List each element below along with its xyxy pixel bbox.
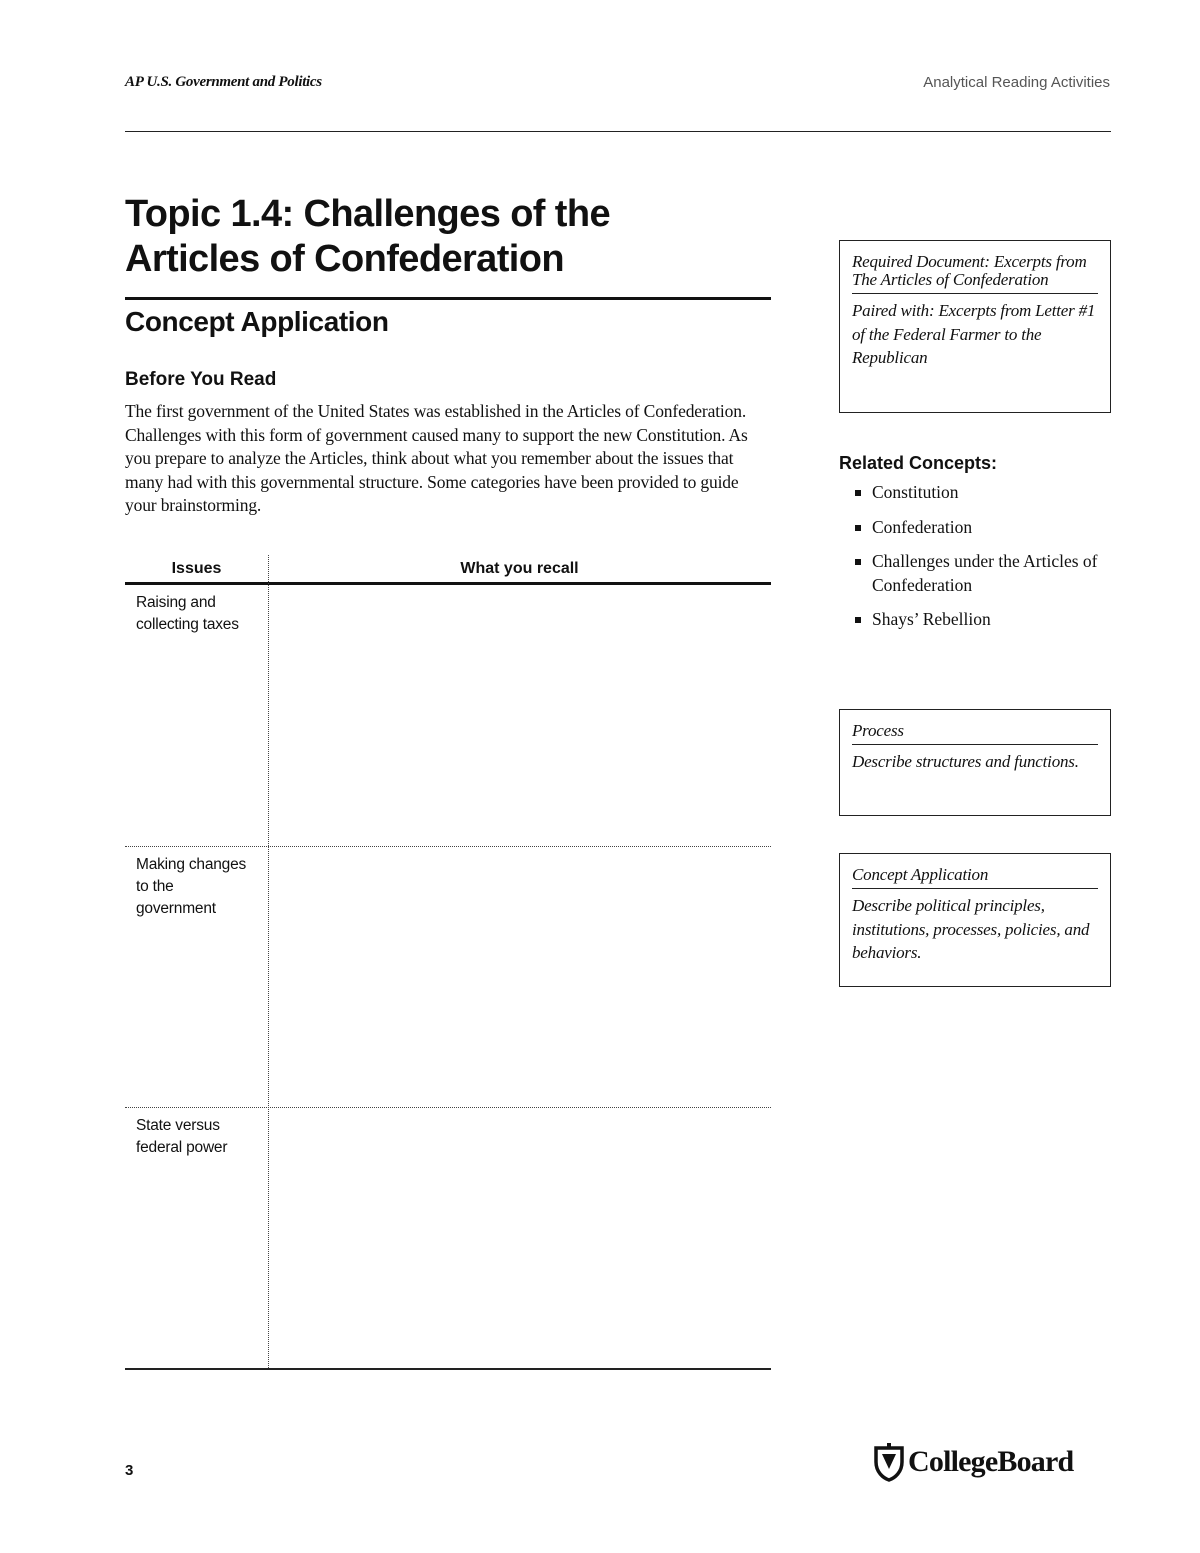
row-separator [125, 1107, 771, 1108]
bullet-icon [855, 559, 861, 565]
table-header-rule [125, 582, 771, 585]
title-divider [125, 297, 771, 300]
acorn-shield-icon [872, 1442, 906, 1482]
bullet-icon [855, 490, 861, 496]
list-item [855, 550, 1105, 597]
column-header-recall: What you recall [460, 560, 579, 577]
table-row-label: State versus federal power [136, 1117, 228, 1156]
brainstorm-table [125, 555, 771, 1370]
page-number: 3 [125, 1462, 134, 1479]
paired-with-text: Paired with: Excerpts from Letter #1 of the Federal Farmer to the Republican [852, 301, 1096, 367]
list-item [855, 516, 1105, 540]
table-row-label: Raising and collecting taxes [136, 594, 239, 633]
concept-application-text: Describe political principles, institutions, processes, policies, and behaviors. [852, 896, 1090, 962]
table-row-label: Making changes to the government [136, 856, 247, 917]
section-subtitle: Concept Application [125, 306, 389, 337]
concept-label: Confederation [872, 516, 973, 537]
page-title-line-1: Topic 1.4: Challenges of the [125, 193, 611, 235]
section-name: Analytical Reading Activities [923, 74, 1110, 91]
related-concepts-list [855, 481, 1105, 643]
required-document-heading: Required Document: Excerpts from The Articles of Confederation [852, 253, 1098, 294]
process-box [839, 709, 1111, 816]
page-title-line-2: Articles of Confederation [125, 238, 564, 280]
related-concepts-title: Related Concepts: [839, 453, 998, 473]
concept-application-box [839, 853, 1111, 987]
concept-label: Shays’ Rebellion [872, 609, 991, 629]
process-heading: Process [852, 722, 1098, 745]
list-item [855, 608, 1105, 632]
concept-label: Constitution [872, 482, 959, 502]
bullet-icon [855, 525, 861, 531]
before-you-read-text: The first government of the United States was established in the Articles of Confederation. Challenges with this form of government caused many to support the new Constitution. As you prepare to analyze the Articles, think about what you remember about the issues that many had with this governmental structure. Some categories have been provided to guide your brainstorming. [125, 401, 748, 515]
list-item [855, 481, 1105, 505]
before-you-read-heading: Before You Read [125, 369, 277, 390]
column-header-issues: Issues [171, 560, 222, 577]
logo-text: CollegeBoard [908, 1445, 1074, 1478]
required-document-box [839, 240, 1111, 413]
row-separator [125, 846, 771, 847]
course-name: AP U.S. Government and Politics [125, 74, 322, 90]
column-divider [268, 555, 269, 1368]
concept-application-heading: Concept Application [852, 866, 1098, 889]
collegeboard-logo [872, 1440, 1112, 1484]
table-bottom-rule [125, 1368, 771, 1370]
concept-label: Challenges under the Articles of Confederation [872, 551, 1098, 595]
bullet-icon [855, 617, 861, 623]
process-text: Describe structures and functions. [852, 752, 1079, 771]
page-title [125, 192, 765, 282]
header-divider [125, 131, 1111, 132]
